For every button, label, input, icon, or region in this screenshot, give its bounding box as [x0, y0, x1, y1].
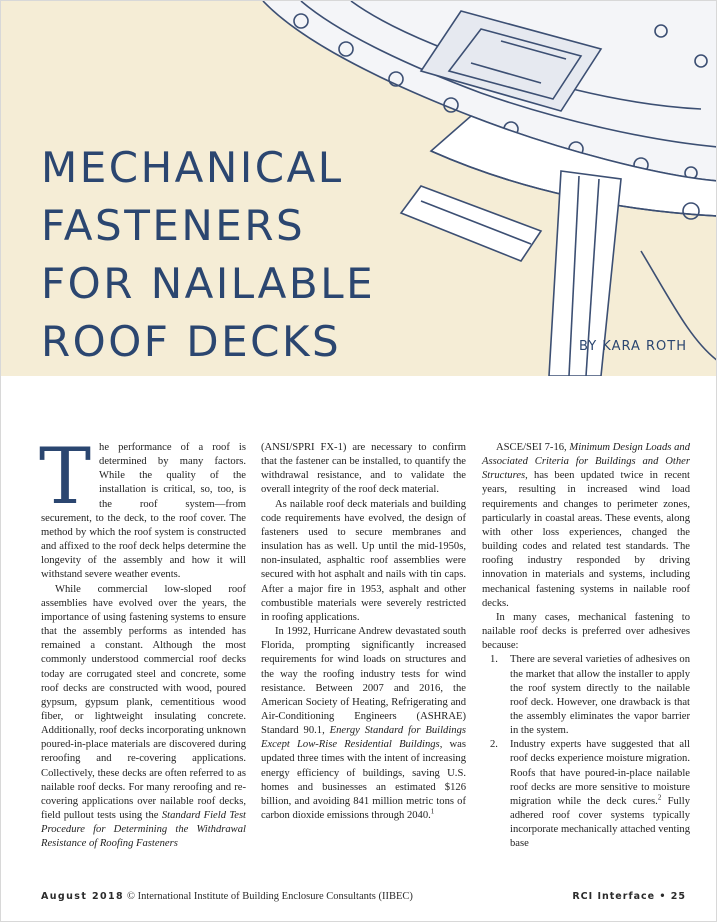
title-line-4: ROOF DECKS — [41, 317, 342, 366]
article-title — [41, 139, 461, 371]
column-1 — [39, 432, 247, 852]
paragraph: ASCE/SEI 7-16, Minimum Design Loads and Associated Criteria for Buildings and Other Structures, has been updated twice in recent years, resulting in increased wind load requirements and changes to perimeter zones, particularly in coastal areas. These events, along with other loss experiences, changed the building codes and related test standards. The roofing industry responded by driving innovation in materials and systems, including mechanical fastening systems in nailable roof decks. — [482, 442, 690, 609]
title-line-3: FOR NAILABLE — [41, 259, 376, 308]
title-line-2: FASTENERS — [41, 201, 306, 250]
journal-name: RCI Interface — [572, 891, 656, 902]
list-item: 1. There are several varieties of adhesives on the market that allow the installer to apply the roof system directly to the nailable roof deck. However, one drawback is that the assembly eliminates the vapor barrier in the system. — [490, 654, 691, 737]
copyright-notice: © International Institute of Building Enclosure Consultants (IIBEC) — [127, 891, 413, 902]
paragraph: While commercial low-sloped roof assemblies have evolved over the years, the importance of using fastening systems to ensure that the assembly performs as intended has remained a constant. Although the most commonly understood commercial roof decks today are corrugated steel and concrete, some roof decks are constructed with wood, poured gypsum, gypsum plank, cementitious wood fiber, or lightweight insulating concrete. Additionally, roof decks incorporating unknown poured-in-place materials are discovered during reroofing and re-covering applications. Collectively, these decks are often referred to as nailable roof decks. For many reroofing and re-covering applications over nailable roof decks, field pullout tests using the Standard Field Test Procedure for Determining the Withdrawal Resistance of Roofing Fasteners — [41, 583, 247, 850]
journal-page — [572, 891, 686, 902]
bullet-separator: • — [659, 891, 667, 902]
paragraph: In 1992, Hurricane Andrew devastated south Florida, prompting significantly increased requirements for wind loads on structures and the way the roofing industry tests for wind resistance. Between 2007 and 2016, the American Society of Heating, Refrigerating and Air-Conditioning Engineers (ASHRAE) Standard 90.1, Energy Standard for Buildings Except Low-Rise Residential Buildings, was updated three times with the intent of increasing energy efficiency of buildings, saving U.S. homes and businesses an estimated $126 billion, and avoiding 841 million metric tons of carbon dioxide emissions through 2040.$^1$ — [261, 626, 466, 822]
title-line-1: MECHANICAL — [41, 143, 344, 192]
issue-date: August 2018 — [41, 891, 125, 902]
paragraph: In many cases, mechanical fastening to nailable roof decks is preferred over adhesives because: — [482, 611, 690, 652]
numbered-list — [482, 653, 690, 851]
column-2 — [261, 441, 466, 823]
page-number: 25 — [670, 891, 686, 902]
drop-cap: T — [39, 432, 92, 522]
paragraph: (ANSI/SPRI FX-1) are necessary to confirm that the fastener can be installed, to quantify the withdrawal resistance, and to validate the overall integrity of the roof deck material. — [261, 442, 466, 496]
column-3 — [482, 441, 690, 852]
page-footer — [41, 891, 686, 907]
paragraph: The performance of a roof is determined by many factors. While the quality of the installation is critical, so, too, is the roof system—from securement, to the deck, to the roof cover. The method by which the roof system is constructed and affixed to the roof deck helps determine the longevity of the assembly and how it will withstand severe weather events. — [39, 432, 246, 581]
list-item: 2. Industry experts have suggested that all roof decks experience moisture migration. Roofs that have poured-in-place nailable roof decks are more sensitive to moisture migration while the deck cures.$^2$ Fully adhered roof cover systems typically incorporate mechanically attached venting base — [490, 739, 690, 850]
paragraph: As nailable roof deck materials and building code requirements have evolved, the design of fasteners used to secure membranes and insulation has as well. Up until the mid-1950s, non-insulated, asphaltic roof assemblies were secured with hot asphalt and nails with tin caps. After a major fire in 1953, asphalt and other combustible materials were severely restricted in roofing applications. — [261, 498, 466, 623]
author-byline: BY KARA ROTH — [579, 339, 687, 354]
article-body — [39, 432, 691, 875]
header-band — [1, 1, 717, 376]
